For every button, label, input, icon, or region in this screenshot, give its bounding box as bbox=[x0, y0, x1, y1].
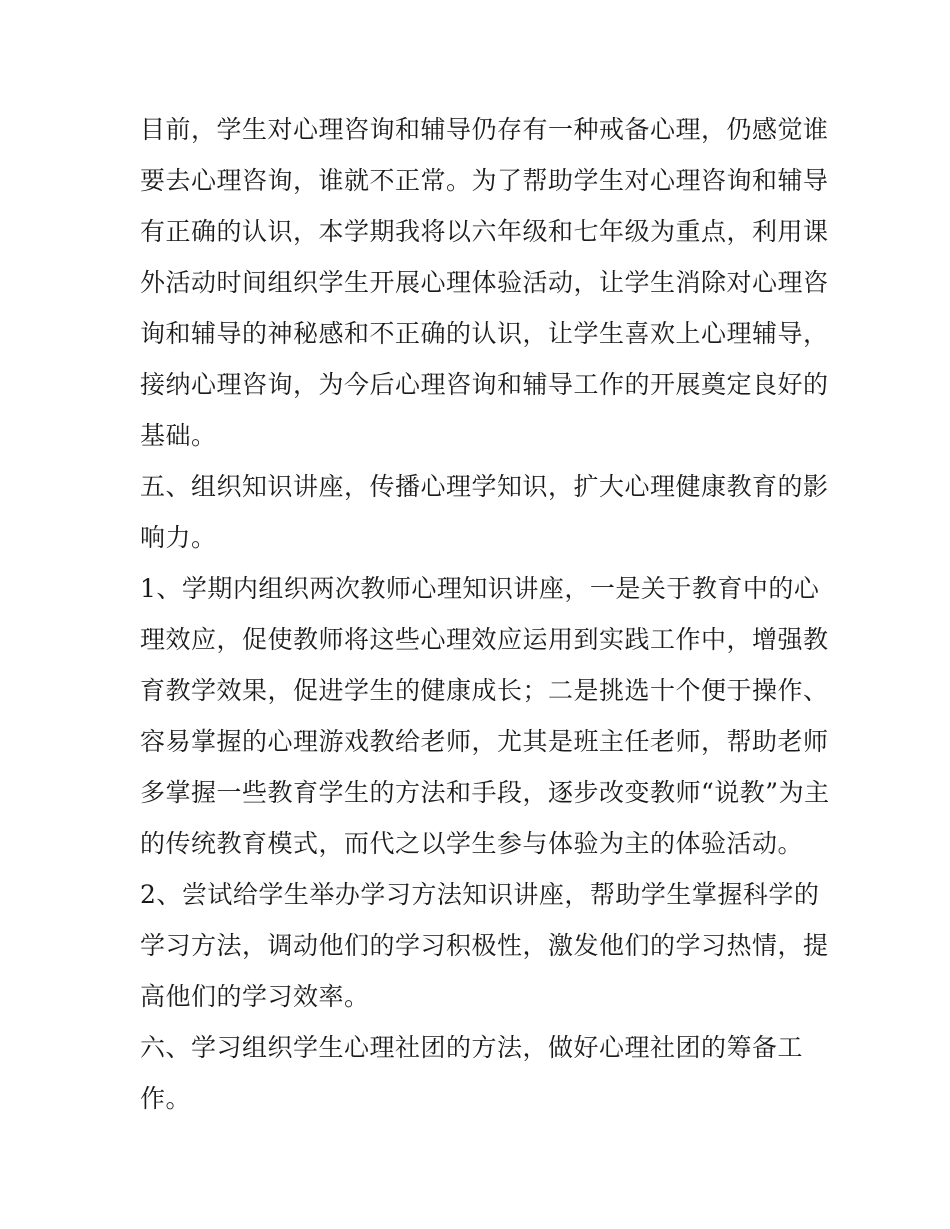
list-item-line: 育教学效果，促进学生的健康成长；二是挑选十个便于操作、 bbox=[140, 676, 829, 705]
text-line: 有正确的认识，本学期我将以六年级和七年级为重点，利用课 bbox=[140, 217, 829, 246]
list-item-line: 2、尝试给学生举办学习方法知识讲座，帮助学生掌握科学的 bbox=[140, 880, 820, 909]
text-line: 接纳心理咨询，为今后心理咨询和辅导工作的开展奠定良好的 bbox=[140, 370, 829, 399]
text-line: 询和辅导的神秘感和不正确的认识，让学生喜欢上心理辅导， bbox=[140, 319, 829, 348]
text-line: 基础。 bbox=[140, 421, 217, 450]
list-item-line: 多掌握一些教育学生的方法和手段，逐步改变教师“说教”为主 bbox=[140, 778, 830, 807]
list-item-line: 容易掌握的心理游戏教给老师，尤其是班主任老师，帮助老师 bbox=[140, 727, 829, 756]
list-item-line: 学习方法，调动他们的学习积极性，激发他们的学习热情，提 bbox=[140, 931, 829, 960]
section-heading-line: 响力。 bbox=[140, 523, 217, 552]
text-line: 目前，学生对心理咨询和辅导仍存有一种戒备心理，仍感觉谁 bbox=[140, 115, 829, 144]
list-item-line: 理效应，促使教师将这些心理效应运用到实践工作中，增强教 bbox=[140, 625, 829, 654]
section-heading-line: 五、组织知识讲座，传播心理学知识，扩大心理健康教育的影 bbox=[140, 472, 829, 501]
text-line: 要去心理咨询，谁就不正常。为了帮助学生对心理咨询和辅导 bbox=[140, 166, 829, 195]
section-heading-line: 六、学习组织学生心理社团的方法，做好心理社团的筹备工 bbox=[140, 1033, 804, 1062]
text-line: 外活动时间组织学生开展心理体验活动，让学生消除对心理咨 bbox=[140, 268, 829, 297]
list-item-line: 的传统教育模式，而代之以学生参与体验为主的体验活动。 bbox=[140, 829, 804, 858]
document-body bbox=[140, 104, 830, 1124]
list-item-line: 高他们的学习效率。 bbox=[140, 982, 370, 1011]
list-item-line: 1、学期内组织两次教师心理知识讲座，一是关于教育中的心 bbox=[140, 574, 820, 603]
section-heading-line: 作。 bbox=[140, 1084, 192, 1113]
